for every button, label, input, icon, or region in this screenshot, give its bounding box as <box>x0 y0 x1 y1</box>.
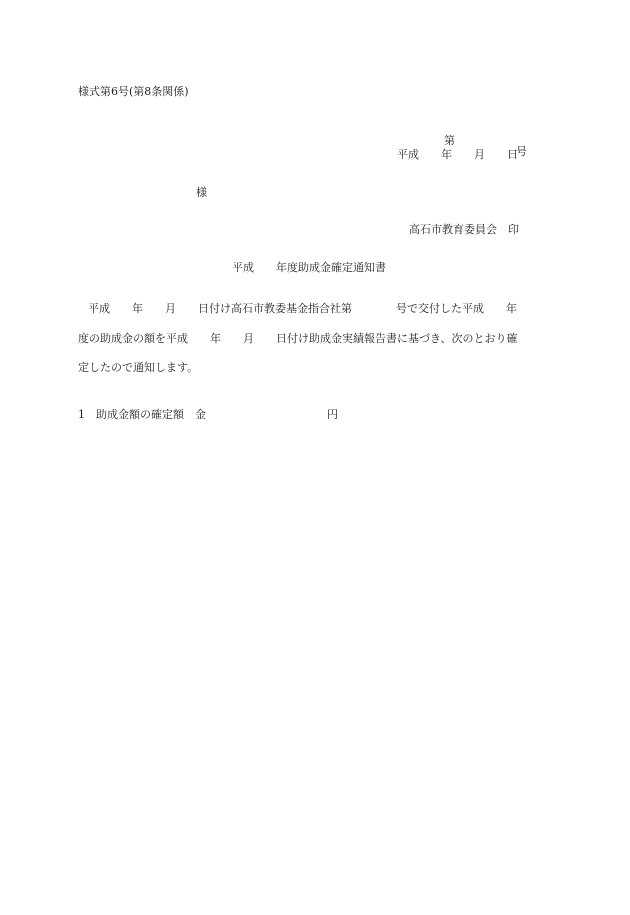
body-line: 定したので通知します。 <box>78 361 199 374</box>
document-number-suffix: 号 <box>516 145 527 158</box>
body-line: 度の助成金の額を平成 年 月 日付け助成金実績報告書に基づき、次のとおり確 <box>78 332 518 345</box>
document-title: 平成 年度助成金確定通知書 <box>232 261 386 274</box>
issue-date: 平成 年 月 日 <box>397 148 518 161</box>
document-number-prefix: 第 <box>444 134 455 147</box>
confirmed-amount-item: 1 助成金額の確定額 金 円 <box>78 408 338 421</box>
body-line: 平成 年 月 日付け高石市教委基金指合社第 号で交付した平成 年 <box>88 302 517 315</box>
sender-name: 高石市教育委員会 印 <box>409 223 519 236</box>
form-number: 様式第6号(第8条関係) <box>78 85 189 98</box>
addressee: 様 <box>196 186 207 199</box>
